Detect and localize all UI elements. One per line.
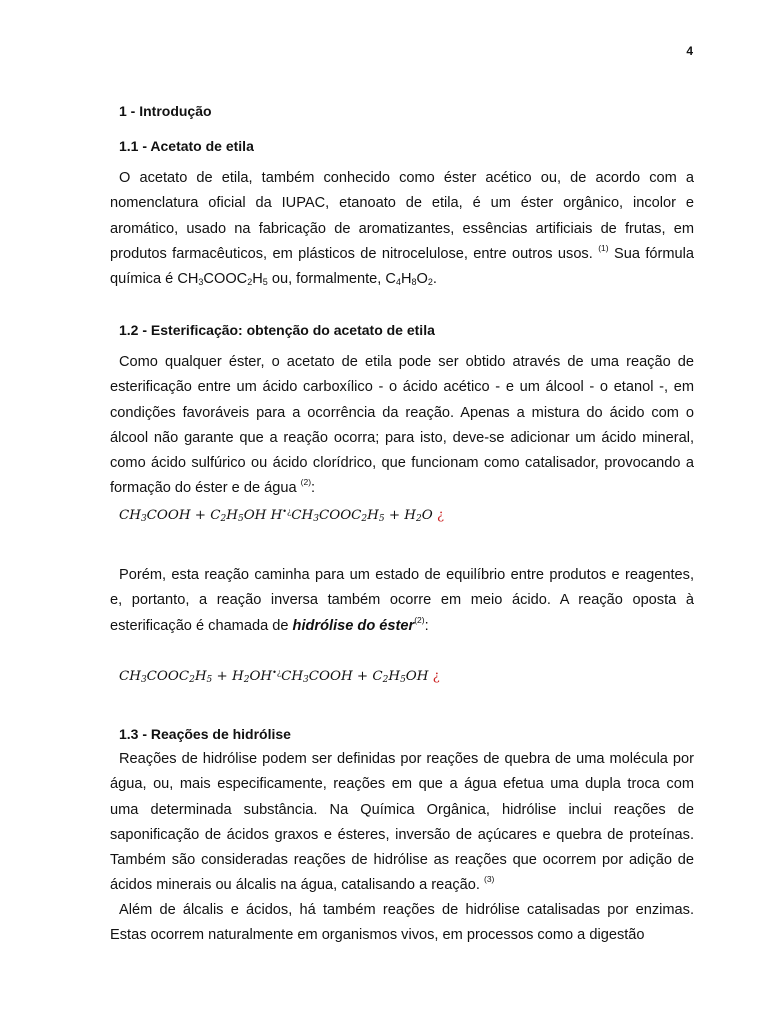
reference-1: (1) xyxy=(598,242,609,253)
equation-end-symbol: ¿ xyxy=(436,508,444,523)
paragraph-enzimas: Além de álcalis e ácidos, há também reações de hidrólise catalisadas por enzimas. Estas ocorrem naturalmente em organismos vivos, em processos como a digestão xyxy=(110,902,694,944)
heading-introducao: 1 - Introdução xyxy=(119,103,212,119)
equation-end-symbol: ¿ xyxy=(432,669,440,684)
reference-2: (2) xyxy=(300,477,312,488)
paragraph-acetato: O acetato de etila, também conhecido como éster acético ou, de acordo com a nomenclatura oficial da IUPAC, etanoato de etila, é um éster orgânico, incolor e aromático, usado na fabricação de aromatizantes, essências artificiais de frutas, em produtos farmacêuticos, em plásticos de nitrocelulose, entre outros usos. $^{(1)}$ Sua fórmula química é $CH_3COOC_2H_5$ ou, formalmente, $C_4H_8O_2$. xyxy=(110,170,694,288)
paragraph-hidrolise: Reações de hidrólise podem ser definidas por reações de quebra de uma molécula por água, ou, mais especificamente, reações em que a água efetua uma dupla troca com uma determinada substância. Na Química Orgânica, hidrólise inclui reações de saponificação de ácidos graxos e ésteres, inversão de açúcares e quebra de proteínas. Também são consideradas reações de hidrólise as reações que ocorrem por adição de ácidos minerais ou álcalis na água, catalisando a reação. $^{(3)}$ xyxy=(110,751,694,894)
heading-reacoes-de-hidrolise: 1.3 - Reações de hidrólise xyxy=(119,726,291,742)
page-number: 4 xyxy=(686,44,693,58)
reaction-arrow: •¿ xyxy=(282,507,292,516)
reference-2b: (2) xyxy=(414,614,425,625)
equation-esterification: $CH_3COOH + C_2H_5OH$ $H^{•¿}CH_3COOC_2H_5 + H_2O$ ¿ xyxy=(119,507,444,524)
heading-acetato-de-etila: 1.1 - Acetato de etila xyxy=(119,138,254,154)
emphasis-hidrolise-do-ester: hidrólise do éster xyxy=(292,617,415,634)
reference-3: (3) xyxy=(484,874,495,885)
reaction-arrow: •¿ xyxy=(272,668,282,677)
paragraph-equilibrio: Porém, esta reação caminha para um estado de equilíbrio entre produtos e reagentes, e, portanto, a reação inversa também ocorre em meio ácido. A reação oposta à esterificação é chamada de hidrólise do éster$^{(2)}$: xyxy=(110,567,694,634)
heading-esterificacao: 1.2 - Esterificação: obtenção do acetato de etila xyxy=(119,322,435,338)
equation-hydrolysis: $CH_3COOC_2H_5$ + $H_2OH^{•¿}CH_3COOH + C_2H_5OH$ ¿ xyxy=(119,668,440,685)
paragraph-esterificacao: Como qualquer éster, o acetato de etila pode ser obtido através de uma reação de esterificação entre um ácido carboxílico - o ácido acético - e um álcool - o etanol -, em condições favoráveis para a ocorrência da reação. Apenas a mistura do ácido com o álcool não garante que a reação ocorra; para isto, deve-se adicionar um ácido mineral, como ácido sulfúrico ou ácido clorídrico, que funcionam como catalisador, provocando a formação do éster e de água $^{(2)}$: xyxy=(110,354,694,497)
